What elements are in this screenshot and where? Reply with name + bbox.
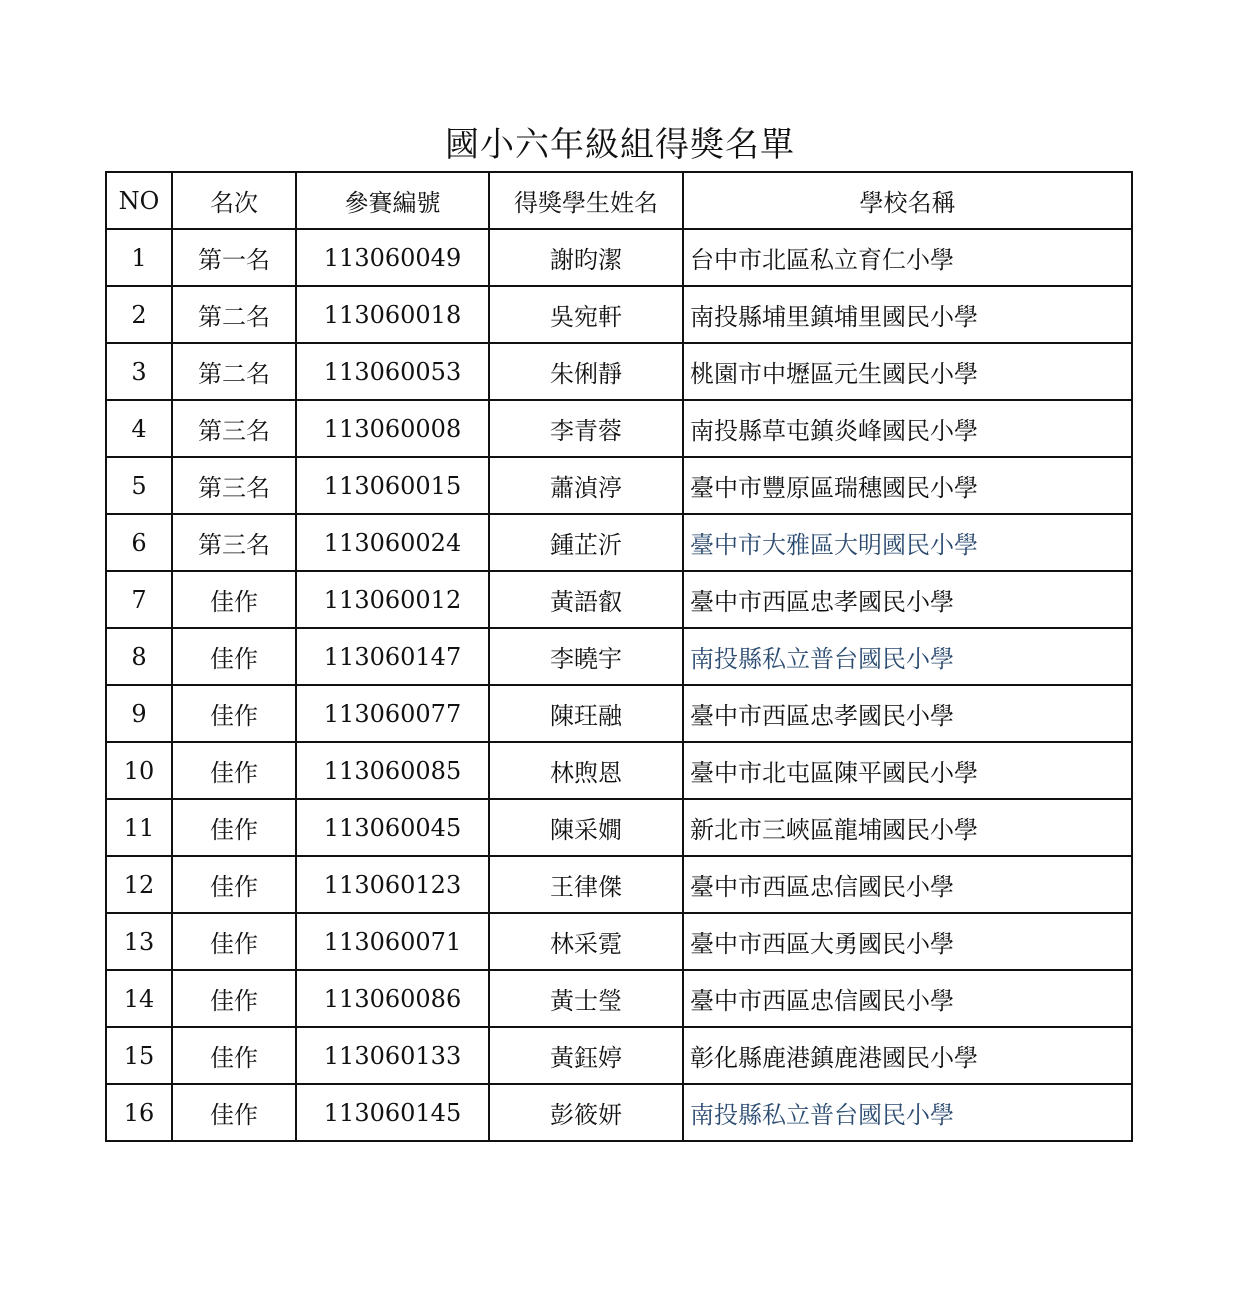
cell-no: 12 — [106, 856, 172, 913]
cell-no: 10 — [106, 742, 172, 799]
cell-no: 13 — [106, 913, 172, 970]
cell-school-name: 南投縣草屯鎮炎峰國民小學 — [683, 400, 1132, 457]
cell-student-name: 黃士瑩 — [489, 970, 683, 1027]
cell-entry-id: 113060018 — [296, 286, 489, 343]
page-title: 國小六年級組得獎名單 — [445, 125, 795, 165]
cell-school-name: 南投縣埔里鎮埔里國民小學 — [683, 286, 1132, 343]
award-table — [105, 171, 1133, 1142]
cell-student-name: 林煦恩 — [489, 742, 683, 799]
header-rank: 名次 — [172, 172, 296, 229]
table-row — [106, 571, 1132, 628]
cell-student-name: 謝昀潔 — [489, 229, 683, 286]
cell-no: 4 — [106, 400, 172, 457]
cell-rank: 佳作 — [172, 685, 296, 742]
cell-no: 9 — [106, 685, 172, 742]
cell-no: 7 — [106, 571, 172, 628]
cell-rank: 第二名 — [172, 343, 296, 400]
cell-student-name: 彭筱妍 — [489, 1084, 683, 1141]
cell-no: 8 — [106, 628, 172, 685]
cell-entry-id: 113060147 — [296, 628, 489, 685]
cell-school-name: 南投縣私立普台國民小學 — [683, 1084, 1132, 1141]
cell-no: 5 — [106, 457, 172, 514]
cell-school-name: 彰化縣鹿港鎮鹿港國民小學 — [683, 1027, 1132, 1084]
cell-school-name: 南投縣私立普台國民小學 — [683, 628, 1132, 685]
cell-no: 16 — [106, 1084, 172, 1141]
cell-rank: 佳作 — [172, 1027, 296, 1084]
cell-entry-id: 113060077 — [296, 685, 489, 742]
cell-entry-id: 113060049 — [296, 229, 489, 286]
cell-school-name: 台中市北區私立育仁小學 — [683, 229, 1132, 286]
table-row — [106, 628, 1132, 685]
table-row — [106, 286, 1132, 343]
cell-entry-id: 113060086 — [296, 970, 489, 1027]
cell-school-name: 新北市三峽區龍埔國民小學 — [683, 799, 1132, 856]
cell-no: 14 — [106, 970, 172, 1027]
cell-rank: 佳作 — [172, 1084, 296, 1141]
table-row — [106, 685, 1132, 742]
table-row — [106, 343, 1132, 400]
cell-school-name: 臺中市西區忠信國民小學 — [683, 970, 1132, 1027]
table-row — [106, 799, 1132, 856]
table-body — [106, 229, 1132, 1141]
header-no: NO — [106, 172, 172, 229]
header-school-name: 學校名稱 — [683, 172, 1132, 229]
table-row — [106, 1027, 1132, 1084]
cell-student-name: 王律傑 — [489, 856, 683, 913]
table-row — [106, 856, 1132, 913]
cell-entry-id: 113060024 — [296, 514, 489, 571]
cell-no: 6 — [106, 514, 172, 571]
cell-no: 11 — [106, 799, 172, 856]
cell-student-name: 吳宛軒 — [489, 286, 683, 343]
cell-student-name: 李曉宇 — [489, 628, 683, 685]
cell-student-name: 黃語叡 — [489, 571, 683, 628]
cell-rank: 第三名 — [172, 457, 296, 514]
cell-school-name: 臺中市北屯區陳平國民小學 — [683, 742, 1132, 799]
cell-entry-id: 113060085 — [296, 742, 489, 799]
table-row — [106, 1084, 1132, 1141]
cell-rank: 第三名 — [172, 400, 296, 457]
header-student-name: 得獎學生姓名 — [489, 172, 683, 229]
header-entry-id: 參賽編號 — [296, 172, 489, 229]
cell-rank: 第三名 — [172, 514, 296, 571]
cell-entry-id: 113060012 — [296, 571, 489, 628]
cell-school-name: 桃園市中壢區元生國民小學 — [683, 343, 1132, 400]
cell-entry-id: 113060053 — [296, 343, 489, 400]
cell-student-name: 蕭湞渟 — [489, 457, 683, 514]
cell-no: 1 — [106, 229, 172, 286]
cell-entry-id: 113060008 — [296, 400, 489, 457]
cell-entry-id: 113060145 — [296, 1084, 489, 1141]
cell-student-name: 林采霓 — [489, 913, 683, 970]
cell-entry-id: 113060123 — [296, 856, 489, 913]
cell-rank: 第二名 — [172, 286, 296, 343]
cell-school-name: 臺中市豐原區瑞穗國民小學 — [683, 457, 1132, 514]
cell-student-name: 朱俐靜 — [489, 343, 683, 400]
cell-student-name: 黃鈺婷 — [489, 1027, 683, 1084]
table-row — [106, 514, 1132, 571]
cell-rank: 佳作 — [172, 799, 296, 856]
cell-no: 3 — [106, 343, 172, 400]
cell-entry-id: 113060071 — [296, 913, 489, 970]
cell-rank: 佳作 — [172, 742, 296, 799]
cell-entry-id: 113060133 — [296, 1027, 489, 1084]
cell-school-name: 臺中市西區忠孝國民小學 — [683, 571, 1132, 628]
table-row — [106, 742, 1132, 799]
cell-school-name: 臺中市西區忠信國民小學 — [683, 856, 1132, 913]
cell-student-name: 鍾芷沂 — [489, 514, 683, 571]
table-row — [106, 970, 1132, 1027]
cell-entry-id: 113060015 — [296, 457, 489, 514]
cell-rank: 佳作 — [172, 913, 296, 970]
cell-rank: 第一名 — [172, 229, 296, 286]
cell-rank: 佳作 — [172, 970, 296, 1027]
cell-school-name: 臺中市大雅區大明國民小學 — [683, 514, 1132, 571]
cell-student-name: 李青蓉 — [489, 400, 683, 457]
cell-student-name: 陳采嫺 — [489, 799, 683, 856]
table-row — [106, 457, 1132, 514]
cell-rank: 佳作 — [172, 628, 296, 685]
cell-school-name: 臺中市西區忠孝國民小學 — [683, 685, 1132, 742]
table-row — [106, 229, 1132, 286]
cell-no: 15 — [106, 1027, 172, 1084]
cell-entry-id: 113060045 — [296, 799, 489, 856]
cell-school-name: 臺中市西區大勇國民小學 — [683, 913, 1132, 970]
cell-rank: 佳作 — [172, 571, 296, 628]
cell-rank: 佳作 — [172, 856, 296, 913]
table-header-row — [106, 172, 1132, 229]
cell-no: 2 — [106, 286, 172, 343]
table-row — [106, 913, 1132, 970]
table-row — [106, 400, 1132, 457]
cell-student-name: 陳玨融 — [489, 685, 683, 742]
